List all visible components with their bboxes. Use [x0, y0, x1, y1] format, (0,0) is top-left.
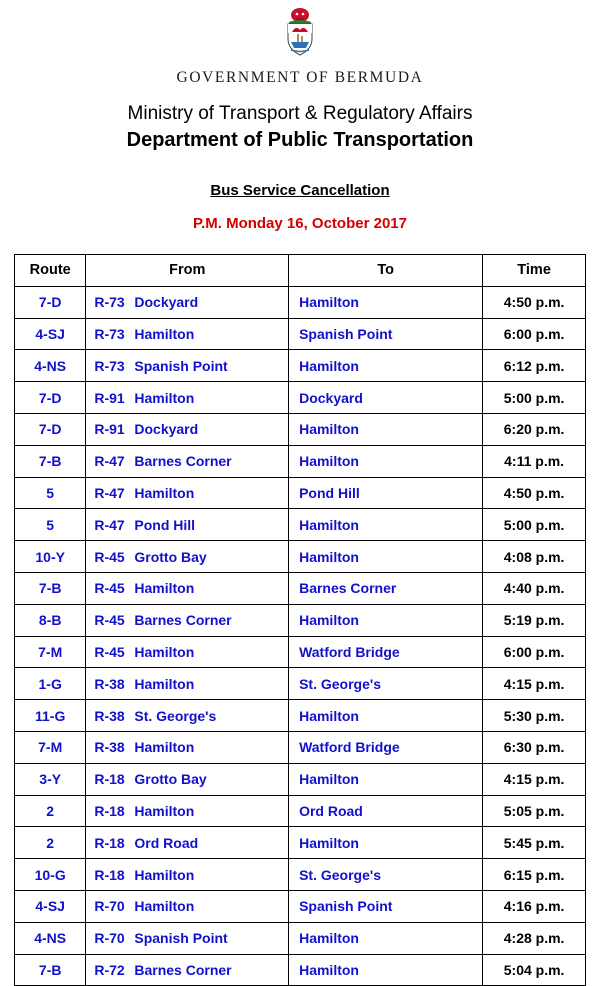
cell-time: 4:40 p.m. — [483, 572, 586, 604]
government-line: GOVERNMENT OF BERMUDA — [176, 69, 424, 86]
cell-route: 7-M — [15, 731, 86, 763]
cell-to: Watford Bridge — [289, 636, 483, 668]
cell-from — [86, 731, 289, 763]
from-location: Barnes Corner — [134, 961, 232, 978]
cell-to: Hamilton — [289, 350, 483, 382]
column-header-to: To — [289, 255, 483, 287]
cell-to: St. George's — [289, 668, 483, 700]
cell-time: 5:45 p.m. — [483, 827, 586, 859]
route-code: R-73 — [94, 294, 125, 311]
cell-to: St. George's — [289, 859, 483, 891]
cell-time: 4:28 p.m. — [483, 922, 586, 954]
cancellation-table-container — [0, 254, 600, 986]
cell-route: 7-B — [15, 954, 86, 986]
table-row — [15, 350, 586, 382]
table-row — [15, 509, 586, 541]
cell-time: 6:30 p.m. — [483, 731, 586, 763]
cell-time: 6:15 p.m. — [483, 859, 586, 891]
cell-route: 2 — [15, 795, 86, 827]
cell-route: 7-M — [15, 636, 86, 668]
table-row — [15, 445, 586, 477]
cell-to: Barnes Corner — [289, 572, 483, 604]
route-code: R-45 — [94, 580, 125, 597]
column-header-route: Route — [15, 255, 86, 287]
cell-to: Spanish Point — [289, 318, 483, 350]
route-code: R-38 — [94, 707, 125, 724]
cell-route: 7-D — [15, 286, 86, 318]
table-row — [15, 477, 586, 509]
cell-from — [86, 541, 289, 573]
cell-from — [86, 477, 289, 509]
from-location: Hamilton — [134, 802, 195, 819]
from-location: Hamilton — [134, 866, 195, 883]
cell-time: 6:12 p.m. — [483, 350, 586, 382]
cell-time: 5:19 p.m. — [483, 604, 586, 636]
crest-container — [0, 0, 600, 63]
from-location: Hamilton — [134, 675, 195, 692]
cell-time: 5:00 p.m. — [483, 382, 586, 414]
table-row — [15, 636, 586, 668]
table-row — [15, 700, 586, 732]
cell-to: Watford Bridge — [289, 731, 483, 763]
route-code: R-72 — [94, 961, 125, 978]
cell-route: 7-D — [15, 382, 86, 414]
route-code: R-70 — [94, 930, 125, 947]
cell-to: Hamilton — [289, 541, 483, 573]
cell-time: 4:16 p.m. — [483, 890, 586, 922]
route-code: R-45 — [94, 548, 125, 565]
cell-route: 7-B — [15, 445, 86, 477]
table-row — [15, 859, 586, 891]
cell-time: 4:50 p.m. — [483, 286, 586, 318]
from-location: Grotto Bay — [134, 771, 207, 788]
cell-from — [86, 795, 289, 827]
document-subject: Bus Service Cancellation — [210, 182, 390, 199]
cell-from — [86, 382, 289, 414]
cell-route: 4-SJ — [15, 890, 86, 922]
cell-from — [86, 286, 289, 318]
route-code: R-18 — [94, 834, 125, 851]
table-row — [15, 922, 586, 954]
cell-to: Ord Road — [289, 795, 483, 827]
cell-from — [86, 668, 289, 700]
from-location: Dockyard — [134, 421, 199, 438]
route-code: R-45 — [94, 643, 125, 660]
cell-route: 2 — [15, 827, 86, 859]
cell-route: 11-G — [15, 700, 86, 732]
route-code: R-47 — [94, 516, 125, 533]
from-location: Barnes Corner — [134, 453, 232, 470]
cell-to: Hamilton — [289, 445, 483, 477]
column-header-time: Time — [483, 255, 586, 287]
cell-from — [86, 700, 289, 732]
from-location: Ord Road — [134, 834, 199, 851]
route-code: R-45 — [94, 612, 125, 629]
route-code: R-91 — [94, 421, 125, 438]
from-location: Hamilton — [134, 484, 195, 501]
cell-from — [86, 827, 289, 859]
cell-route: 4-NS — [15, 350, 86, 382]
table-row — [15, 572, 586, 604]
cell-to: Hamilton — [289, 827, 483, 859]
cell-to: Hamilton — [289, 604, 483, 636]
route-code: R-73 — [94, 357, 125, 374]
cell-time: 5:05 p.m. — [483, 795, 586, 827]
table-row — [15, 795, 586, 827]
cell-route: 4-SJ — [15, 318, 86, 350]
cell-route: 8-B — [15, 604, 86, 636]
from-location: Hamilton — [134, 898, 195, 915]
cell-time: 6:20 p.m. — [483, 413, 586, 445]
from-location: Hamilton — [134, 739, 195, 756]
route-code: R-18 — [94, 866, 125, 883]
cell-time: 6:00 p.m. — [483, 636, 586, 668]
from-location: Hamilton — [134, 325, 195, 342]
cell-route: 3-Y — [15, 763, 86, 795]
cell-from — [86, 350, 289, 382]
cell-time: 5:04 p.m. — [483, 954, 586, 986]
from-location: Dockyard — [134, 294, 199, 311]
table-row — [15, 890, 586, 922]
route-code: R-18 — [94, 771, 125, 788]
cell-to: Hamilton — [289, 763, 483, 795]
from-location: Spanish Point — [134, 930, 228, 947]
table-row — [15, 604, 586, 636]
cancellation-table — [14, 254, 586, 986]
route-code: R-70 — [94, 898, 125, 915]
cell-from — [86, 572, 289, 604]
cell-time: 4:11 p.m. — [483, 445, 586, 477]
route-code: R-47 — [94, 453, 125, 470]
cell-to: Hamilton — [289, 509, 483, 541]
table-row — [15, 382, 586, 414]
ministry-title: Ministry of Transport & Regulatory Affairs — [127, 103, 473, 124]
from-location: Pond Hill — [134, 516, 196, 533]
table-row — [15, 954, 586, 986]
cell-from — [86, 859, 289, 891]
table-row — [15, 668, 586, 700]
cell-from — [86, 604, 289, 636]
table-body — [15, 286, 586, 986]
cell-from — [86, 318, 289, 350]
cell-time: 4:08 p.m. — [483, 541, 586, 573]
cell-route: 4-NS — [15, 922, 86, 954]
from-location: Hamilton — [134, 580, 195, 597]
table-row — [15, 413, 586, 445]
column-header-from: From — [86, 255, 289, 287]
from-location: St. George's — [134, 707, 217, 724]
table-row — [15, 763, 586, 795]
cell-to: Hamilton — [289, 286, 483, 318]
table-header-row — [15, 255, 586, 287]
cell-to: Pond Hill — [289, 477, 483, 509]
route-code: R-73 — [94, 325, 125, 342]
table-row — [15, 827, 586, 859]
cell-time: 4:50 p.m. — [483, 477, 586, 509]
cell-from — [86, 413, 289, 445]
table-row — [15, 318, 586, 350]
cell-to: Hamilton — [289, 954, 483, 986]
cell-to: Hamilton — [289, 922, 483, 954]
cell-to: Hamilton — [289, 700, 483, 732]
document-date: P.M. Monday 16, October 2017 — [193, 215, 407, 232]
cell-time: 5:30 p.m. — [483, 700, 586, 732]
cell-from — [86, 890, 289, 922]
from-location: Hamilton — [134, 389, 195, 406]
table-row — [15, 541, 586, 573]
route-code: R-91 — [94, 389, 125, 406]
from-location: Grotto Bay — [134, 548, 207, 565]
cell-from — [86, 636, 289, 668]
cell-route: 7-D — [15, 413, 86, 445]
route-code: R-38 — [94, 675, 125, 692]
table-row — [15, 286, 586, 318]
cell-route: 10-Y — [15, 541, 86, 573]
from-location: Hamilton — [134, 643, 195, 660]
cell-time: 5:00 p.m. — [483, 509, 586, 541]
route-code: R-47 — [94, 484, 125, 501]
cell-route: 5 — [15, 509, 86, 541]
cell-to: Hamilton — [289, 413, 483, 445]
cell-to: Dockyard — [289, 382, 483, 414]
cell-route: 5 — [15, 477, 86, 509]
cell-from — [86, 445, 289, 477]
from-location: Spanish Point — [134, 357, 228, 374]
cell-time: 4:15 p.m. — [483, 668, 586, 700]
cell-from — [86, 509, 289, 541]
department-title: Department of Public Transportation — [126, 129, 474, 151]
route-code: R-18 — [94, 802, 125, 819]
cell-route: 7-B — [15, 572, 86, 604]
table-row — [15, 731, 586, 763]
cell-from — [86, 954, 289, 986]
cell-from — [86, 763, 289, 795]
cell-route: 1-G — [15, 668, 86, 700]
cell-route: 10-G — [15, 859, 86, 891]
cell-from — [86, 922, 289, 954]
cell-time: 4:15 p.m. — [483, 763, 586, 795]
route-code: R-38 — [94, 739, 125, 756]
from-location: Barnes Corner — [134, 612, 232, 629]
bermuda-coat-of-arms-icon — [278, 6, 322, 58]
cell-time: 6:00 p.m. — [483, 318, 586, 350]
cell-to: Spanish Point — [289, 890, 483, 922]
